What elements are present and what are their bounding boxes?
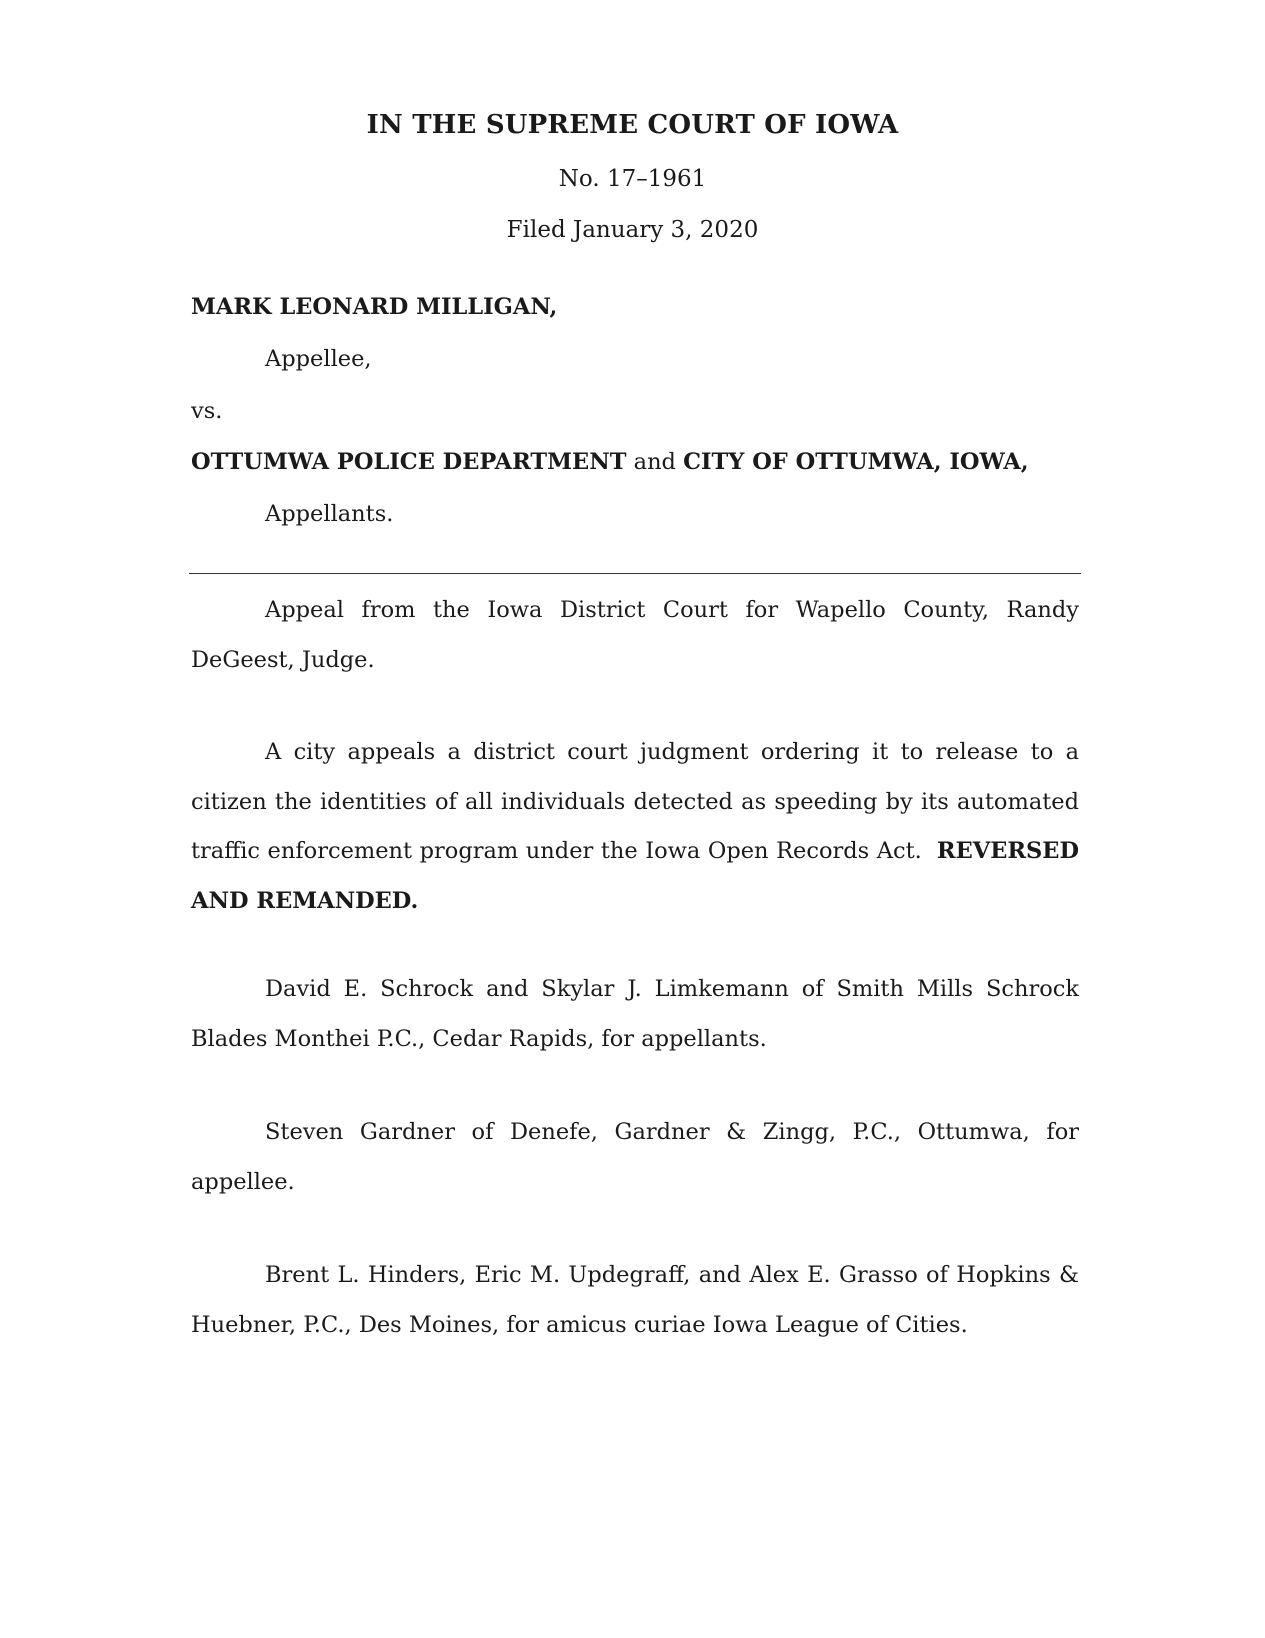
appeal-from-paragraph: Appeal from the Iowa District Court for Wapello County, Randy DeGeest, Judge.: [191, 597, 1079, 673]
appellee-role: Appellee,: [265, 346, 372, 372]
filed-date: Filed January 3, 2020: [506, 217, 759, 243]
summary-text: A city appeals a district court judgment ordering it to release to a citizen the identities of all individuals detected as speeding by its automated traffic enforcement program under the Iowa Open Records Act.: [191, 739, 1079, 864]
counsel-appellee-paragraph: Steven Gardner of Denefe, Gardner & Zingg, P.C., Ottumwa, for appellee.: [191, 1119, 1079, 1195]
summary-paragraph: [191, 728, 1079, 926]
counsel-appellants-paragraph: David E. Schrock and Skylar J. Limkemann of Smith Mills Schrock Blades Monthei P.C., Cedar Rapids, for appellants.: [191, 976, 1079, 1052]
conjunction: and: [626, 449, 684, 475]
appellant-police-department: OTTUMWA POLICE DEPARTMENT: [191, 449, 627, 475]
court-title: IN THE SUPREME COURT OF IOWA: [366, 110, 899, 140]
appellants-role: Appellants.: [265, 501, 394, 527]
appellant-city: CITY OF OTTUMWA, IOWA,: [683, 449, 1029, 475]
counsel-amicus-paragraph: Brent L. Hinders, Eric M. Updegraff, and Alex E. Grasso of Hopkins & Huebner, P.C., Des Moines, for amicus curiae Iowa League of Cities.: [191, 1262, 1079, 1338]
horizontal-rule: [189, 573, 1081, 574]
appellants-line: [191, 449, 1071, 475]
versus: vs.: [191, 398, 223, 424]
appellee-name: MARK LEONARD MILLIGAN,: [191, 294, 558, 320]
disposition: REVERSED AND REMANDED.: [191, 838, 1079, 914]
case-number: No. 17–1961: [558, 166, 707, 192]
